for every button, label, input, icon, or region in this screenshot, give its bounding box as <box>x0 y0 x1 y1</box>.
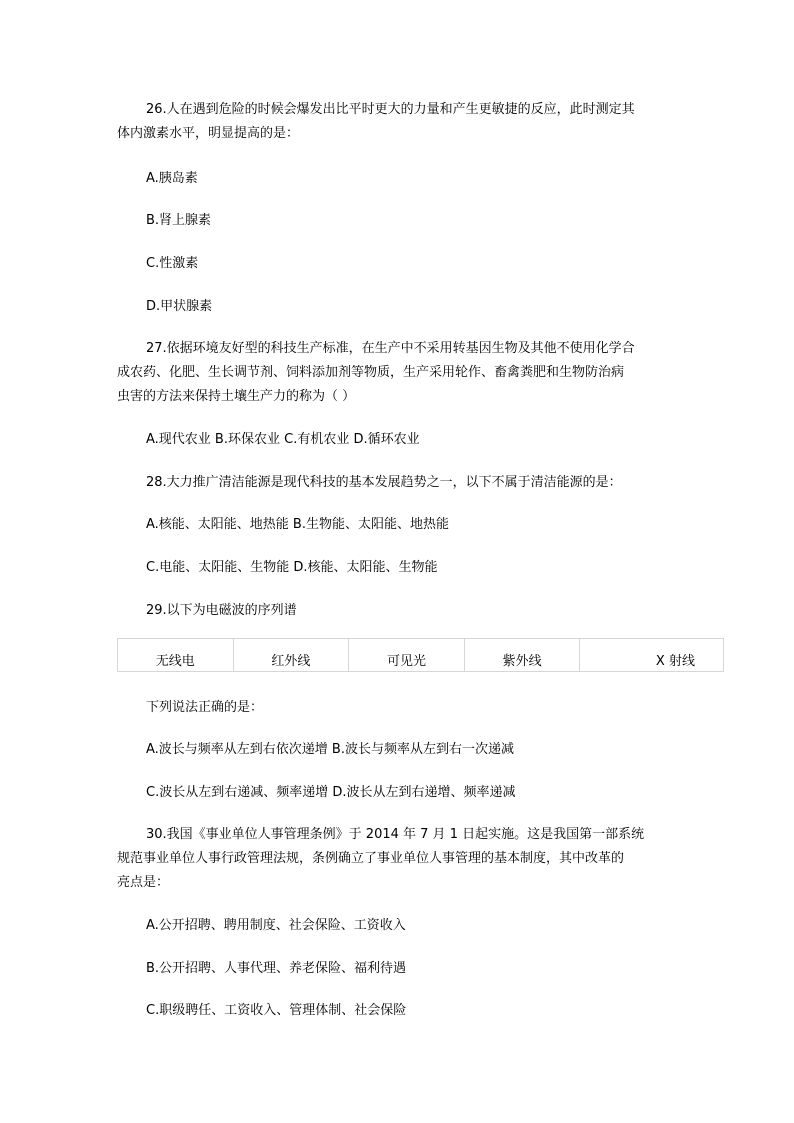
q26-option-a: A.胰岛素 <box>146 171 198 186</box>
q30-option-c: C.职级聘任、工资收入、管理体制、社会保险 <box>146 1003 407 1018</box>
q29-prompt: 下列说法正确的是： <box>146 700 264 715</box>
spectrum-cell-xray: X 射线 <box>655 653 695 669</box>
spectrum-cell-visible: 可见光 <box>349 639 465 671</box>
q27-stem-line1: 27.依据环境友好型的科技生产标准，在生产中不采用转基因生物及其他不使用化学合 <box>146 341 635 356</box>
q30-stem-line3: 亮点是： <box>117 875 170 890</box>
q29-options-cd: C.波长从左到右递减、频率递增 D.波长从左到右递增、频率递减 <box>146 785 516 800</box>
spectrum-cell-infrared: 红外线 <box>234 639 350 671</box>
q26-option-c: C.性激素 <box>146 256 199 271</box>
q27-options: A.现代农业 B.环保农业 C.有机农业 D.循环农业 <box>146 432 420 447</box>
q30-option-a: A.公开招聘、聘用制度、社会保险、工资收入 <box>146 918 406 933</box>
q30-stem-line2: 规范事业单位人事行政管理法规，条例确立了事业单位人事管理的基本制度，其中改革的 <box>117 851 625 866</box>
q28-options-ab: A.核能、太阳能、地热能 B.生物能、太阳能、地热能 <box>146 517 449 532</box>
q27-stem-line2: 成农药、化肥、生长调节剂、饲料添加剂等物质，生产采用轮作、畜禽粪肥和生物防治病 <box>117 365 625 380</box>
q26-option-b: B.肾上腺素 <box>146 213 212 228</box>
q30-option-b: B.公开招聘、人事代理、养老保险、福利待遇 <box>146 961 407 976</box>
q26-stem-line2: 体内激素水平，明显提高的是： <box>117 126 300 141</box>
q28-stem: 28.大力推广清洁能源是现代科技的基本发展趋势之一，以下不属于清洁能源的是： <box>146 475 622 490</box>
spectrum-table <box>117 638 724 672</box>
q26-stem-line1: 26.人在遇到危险的时候会爆发出比平时更大的力量和产生更敏捷的反应，此时测定其 <box>146 102 635 117</box>
spectrum-cell-ultraviolet: 紫外线 <box>465 639 581 671</box>
q27-stem-line3: 虫害的方法来保持土壤生产力的称为（ ） <box>117 389 356 404</box>
q29-stem: 29.以下为电磁波的序列谱 <box>146 603 297 618</box>
spectrum-cell-radio: 无线电 <box>118 639 234 671</box>
q26-option-d: D.甲状腺素 <box>146 299 213 314</box>
q29-options-ab: A.波长与频率从左到右依次递增 B.波长与频率从左到右一次递减 <box>146 742 514 757</box>
q30-stem-line1: 30.我国《事业单位人事管理条例》于 2014 年 7 月 1 日起实施。这是我国第一部系统 <box>146 827 645 842</box>
q28-options-cd: C.电能、太阳能、生物能 D.核能、太阳能、生物能 <box>146 560 438 575</box>
